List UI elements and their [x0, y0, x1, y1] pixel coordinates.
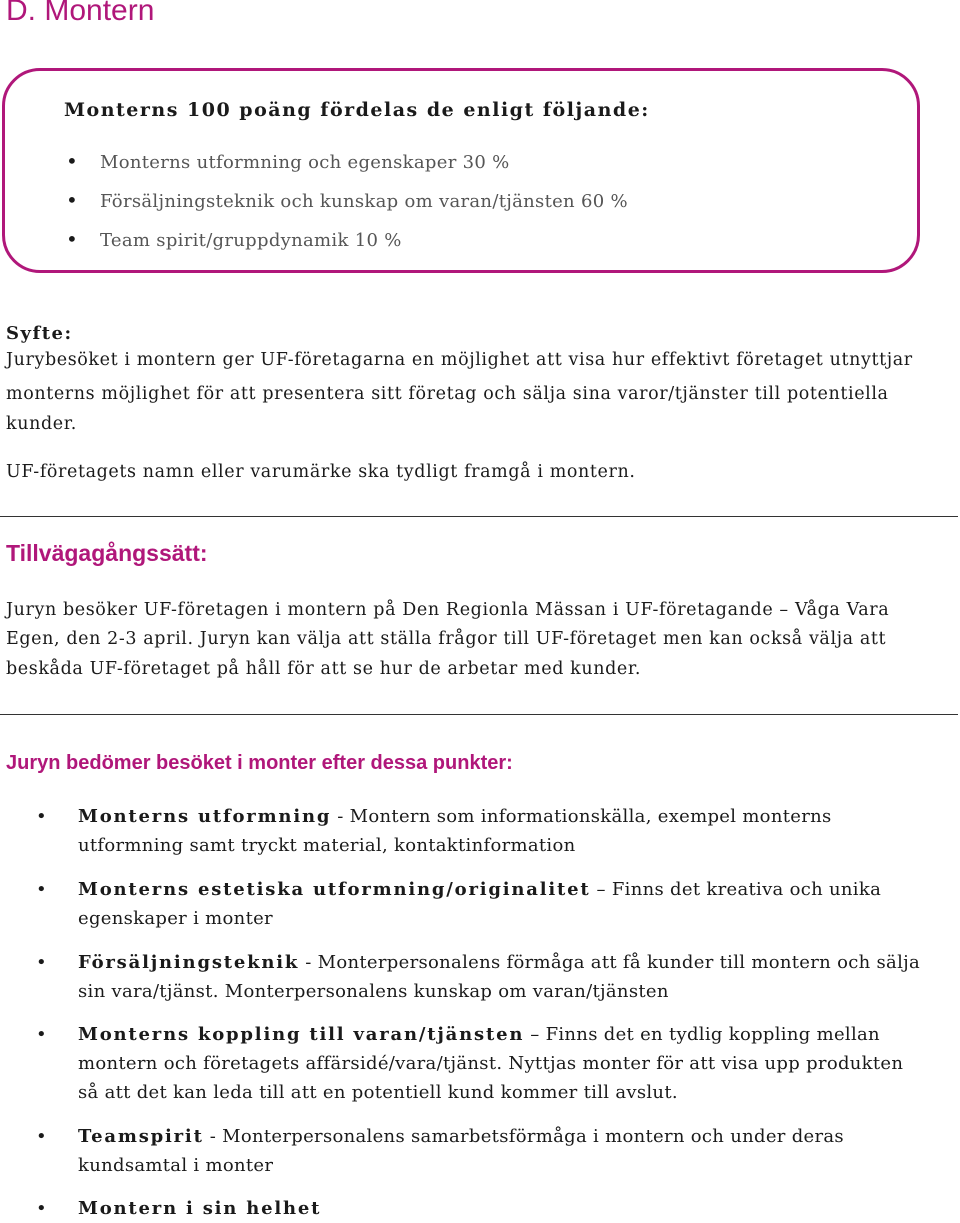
- syfte-label: Syfte:: [6, 323, 73, 344]
- syfte-line: kunder.: [6, 414, 77, 434]
- criteria-term: Teamspirit: [78, 1126, 204, 1147]
- scoring-item: • Monterns utformning och egenskaper 30 %: [66, 149, 510, 173]
- bullet-icon: •: [36, 1024, 47, 1045]
- syfte-line: monterns möjlighet för att presentera sitt företag och sälja sina varor/tjänster till potentiella: [6, 384, 889, 404]
- tillvagagangssatt-line: beskåda UF-företaget på håll för att se hur de arbetar med kunder.: [6, 659, 642, 679]
- tillvagagangssatt-line: Egen, den 2-3 april. Juryn kan välja att ställa frågor till UF-företaget men kan också välja att: [6, 629, 887, 649]
- scoring-item: • Team spirit/gruppdynamik 10 %: [66, 227, 402, 251]
- divider: [0, 516, 958, 517]
- criteria-term: Monterns utformning: [78, 806, 332, 827]
- bullet-icon: •: [36, 1198, 47, 1219]
- divider: [0, 714, 958, 715]
- bullet-icon: •: [36, 952, 47, 973]
- criteria-term: Monterns koppling till varan/tjänsten: [78, 1024, 525, 1045]
- criteria-term: Monterns estetiska utformning/originalitet: [78, 879, 591, 900]
- scoring-box-title: Monterns 100 poäng fördelas de enligt följande:: [64, 99, 650, 121]
- criteria-heading: Juryn bedömer besöket i monter efter dessa punkter:: [6, 752, 513, 774]
- syfte-note: UF-företagets namn eller varumärke ska tydligt framgå i montern.: [6, 462, 636, 482]
- bullet-icon: •: [66, 227, 78, 251]
- scoring-item: • Försäljningsteknik och kunskap om varan/tjänsten 60 %: [66, 188, 628, 212]
- syfte-line: Jurybesöket i montern ger UF-företagarna en möjlighet att visa hur effektivt företaget utnyttjar: [6, 350, 913, 370]
- bullet-icon: •: [36, 879, 47, 900]
- criteria-term: Försäljningsteknik: [78, 952, 300, 973]
- bullet-icon: •: [36, 1126, 47, 1147]
- tillvagagangssatt-line: Juryn besöker UF-företagen i montern på Den Regionla Mässan i UF-företagande – Våga Vara: [6, 600, 890, 620]
- bullet-icon: •: [36, 806, 47, 827]
- criteria-term: Montern i sin helhet: [78, 1198, 322, 1219]
- tillvagagangssatt-heading: Tillvägagångssätt:: [6, 540, 208, 566]
- bullet-icon: •: [66, 188, 78, 212]
- bullet-icon: •: [66, 149, 78, 173]
- section-heading: D. Montern: [6, 0, 155, 27]
